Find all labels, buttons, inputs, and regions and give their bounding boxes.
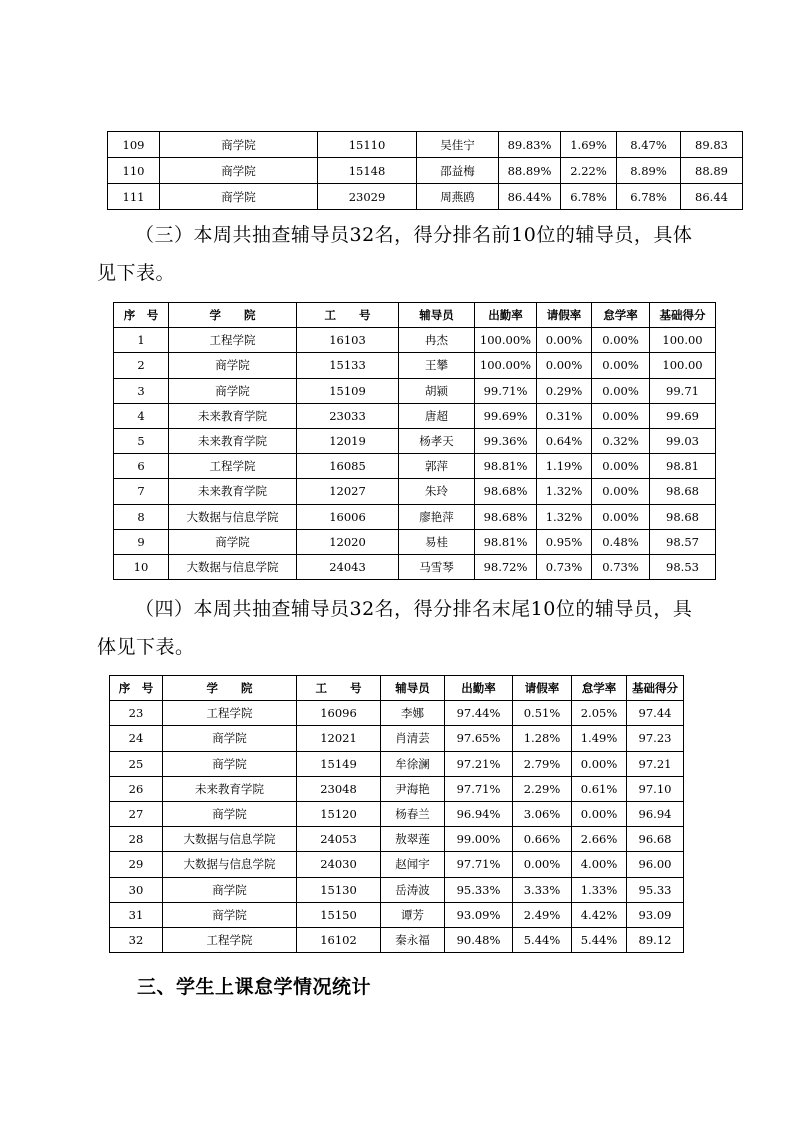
table-cell: 98.81% (475, 454, 537, 479)
table-cell: 95.33% (445, 877, 513, 902)
table-cell: 杨春兰 (381, 801, 445, 826)
table-cell: 99.71% (475, 378, 537, 403)
table-cell: 秦永福 (381, 927, 445, 952)
table-cell: 0.73% (592, 554, 650, 579)
paragraph-top-ten: （三）本周共抽查辅导员32名，得分排名前10位的辅导员，具体见下表。 (97, 224, 693, 284)
table-cell: 98.53 (650, 554, 716, 579)
table-cell: 郭萍 (399, 454, 475, 479)
table-cell: 98.68% (475, 479, 537, 504)
table-cell: 99.71 (650, 378, 716, 403)
table-top-ten-header (114, 303, 716, 328)
table-bottom-ten-header-cell: 请假率 (513, 676, 572, 701)
table-cell: 3 (114, 378, 169, 403)
table-cell: 95.33 (627, 877, 684, 902)
table-cell: 0.66% (513, 827, 572, 852)
table-cell: 0.48% (592, 529, 650, 554)
table-cell: 90.48% (445, 927, 513, 952)
table-top-ten-body (114, 328, 716, 580)
table-cell: 1.32% (537, 479, 592, 504)
table-cell: 0.00% (592, 378, 650, 403)
table-cell: 工程学院 (169, 454, 297, 479)
table-cell: 8.47% (617, 132, 681, 158)
table-cell: 6.78% (617, 184, 681, 210)
table-cell: 0.00% (592, 504, 650, 529)
table-cell: 93.09% (445, 902, 513, 927)
table-cell: 商学院 (160, 158, 318, 184)
table-cell: 0.00% (592, 479, 650, 504)
table-row (108, 132, 743, 158)
table-row (114, 454, 716, 479)
table-cell: 0.29% (537, 378, 592, 403)
table-cell: 31 (110, 902, 163, 927)
table-cell: 2 (114, 353, 169, 378)
table-bottom-ten-header-cell: 基础得分 (627, 676, 684, 701)
table-bottom-ten-header-cell: 辅导员 (381, 676, 445, 701)
table-cell: 0.00% (572, 751, 627, 776)
table-cell: 24043 (297, 554, 399, 579)
table-cell: 6.78% (561, 184, 617, 210)
table-cell: 0.00% (572, 801, 627, 826)
table-cell: 30 (110, 877, 163, 902)
table-cell: 24030 (297, 852, 381, 877)
table-cell: 111 (108, 184, 160, 210)
table-cell: 岳涛波 (381, 877, 445, 902)
table-cell: 商学院 (163, 726, 297, 751)
table-cell: 大数据与信息学院 (163, 827, 297, 852)
table-row (110, 751, 684, 776)
table-row (110, 776, 684, 801)
table-cell: 16103 (297, 328, 399, 353)
table-cell: 7 (114, 479, 169, 504)
table-top-ten-header-cell: 请假率 (537, 303, 592, 328)
table-cell: 马雪琴 (399, 554, 475, 579)
table-row (110, 927, 684, 952)
table-cell: 2.49% (513, 902, 572, 927)
table-row (110, 827, 684, 852)
table-top-ten (113, 302, 716, 580)
table-bottom-ten-header-cell: 出勤率 (445, 676, 513, 701)
table-cell: 2.29% (513, 776, 572, 801)
table-cell: 15109 (297, 378, 399, 403)
table-row (108, 184, 743, 210)
table-row (110, 701, 684, 726)
table-row (114, 504, 716, 529)
table-cell: 98.68% (475, 504, 537, 529)
table-cell: 2.05% (572, 701, 627, 726)
table-cell: 96.94 (627, 801, 684, 826)
table-cell: 肖清芸 (381, 726, 445, 751)
table-cell: 商学院 (163, 877, 297, 902)
table-cell: 26 (110, 776, 163, 801)
table-cell: 89.83 (681, 132, 743, 158)
table-cell: 88.89 (681, 158, 743, 184)
table-cell: 商学院 (160, 132, 318, 158)
section-heading: 三、学生上课怠学情况统计 (137, 976, 372, 998)
table-cell: 29 (110, 852, 163, 877)
table-cell: 96.00 (627, 852, 684, 877)
table-cell: 4.00% (572, 852, 627, 877)
table-top-ten-header-cell: 工 号 (297, 303, 399, 328)
table-cell: 商学院 (163, 801, 297, 826)
table-row (114, 328, 716, 353)
table-cell: 大数据与信息学院 (163, 852, 297, 877)
table-row (114, 479, 716, 504)
table-cell: 98.72% (475, 554, 537, 579)
table-cell: 商学院 (160, 184, 318, 210)
table-cell: 97.21% (445, 751, 513, 776)
table-cell: 16102 (297, 927, 381, 952)
table-cell: 8 (114, 504, 169, 529)
table-cell: 97.44% (445, 701, 513, 726)
table-cell: 商学院 (169, 353, 297, 378)
table-cell: 0.51% (513, 701, 572, 726)
table-cell: 工程学院 (163, 927, 297, 952)
table-cell: 23029 (318, 184, 417, 210)
table-row (114, 428, 716, 453)
table-cell: 商学院 (169, 529, 297, 554)
table-cell: 12021 (297, 726, 381, 751)
table-cell: 96.68 (627, 827, 684, 852)
table-cell: 5 (114, 428, 169, 453)
table-cell: 15150 (297, 902, 381, 927)
table-cell: 1.33% (572, 877, 627, 902)
table-cell: 尹海艳 (381, 776, 445, 801)
table-cell: 1.28% (513, 726, 572, 751)
table-row (114, 554, 716, 579)
table-cell: 97.10 (627, 776, 684, 801)
table-cell: 2.22% (561, 158, 617, 184)
table-cell: 97.65% (445, 726, 513, 751)
table-cell: 周燕鸥 (417, 184, 499, 210)
table-cell: 0.00% (592, 454, 650, 479)
table-cell: 0.00% (592, 328, 650, 353)
table-cell: 97.44 (627, 701, 684, 726)
table-cell: 0.00% (513, 852, 572, 877)
table-cell: 工程学院 (163, 701, 297, 726)
table-cell: 86.44 (681, 184, 743, 210)
table-cell: 0.95% (537, 529, 592, 554)
table-cell: 大数据与信息学院 (169, 504, 297, 529)
table-cell: 6 (114, 454, 169, 479)
table-cell: 15130 (297, 877, 381, 902)
table-row (110, 801, 684, 826)
table-cell: 98.68 (650, 479, 716, 504)
table-cell: 1.32% (537, 504, 592, 529)
table-cell: 12019 (297, 428, 399, 453)
table-previous-continuation (107, 131, 743, 210)
table-cell: 5.44% (572, 927, 627, 952)
table-row (114, 529, 716, 554)
table-top-ten-header-cell: 怠学率 (592, 303, 650, 328)
table-top-ten-header-cell: 学 院 (169, 303, 297, 328)
table-cell: 97.71% (445, 776, 513, 801)
table-cell: 牟徐澜 (381, 751, 445, 776)
table-cell: 12020 (297, 529, 399, 554)
table-cell: 100.00% (475, 328, 537, 353)
table-cell: 100.00% (475, 353, 537, 378)
table-row (110, 902, 684, 927)
table-cell: 110 (108, 158, 160, 184)
table-top-ten-header-cell: 基础得分 (650, 303, 716, 328)
table-cell: 工程学院 (169, 328, 297, 353)
table-cell: 99.36% (475, 428, 537, 453)
table-cell: 89.83% (499, 132, 561, 158)
table-cell: 98.81 (650, 454, 716, 479)
table-cell: 97.71% (445, 852, 513, 877)
table-cell: 廖艳萍 (399, 504, 475, 529)
table-cell: 28 (110, 827, 163, 852)
table-bottom-ten-body (110, 701, 684, 953)
table-cell: 0.00% (592, 353, 650, 378)
table-row (114, 403, 716, 428)
table-cell: 16085 (297, 454, 399, 479)
table-cell: 吴佳宁 (417, 132, 499, 158)
table-cell: 99.69% (475, 403, 537, 428)
table-cell: 0.73% (537, 554, 592, 579)
table-top-ten-header-cell: 出勤率 (475, 303, 537, 328)
table-cell: 8.89% (617, 158, 681, 184)
table-cell: 李娜 (381, 701, 445, 726)
table-cell: 89.12 (627, 927, 684, 952)
table-cell: 邵益梅 (417, 158, 499, 184)
table-cell: 93.09 (627, 902, 684, 927)
table-row (110, 877, 684, 902)
table-cell: 0.00% (537, 328, 592, 353)
table-cell: 冉杰 (399, 328, 475, 353)
table-cell: 99.69 (650, 403, 716, 428)
table-cell: 24053 (297, 827, 381, 852)
table-cell: 谭芳 (381, 902, 445, 927)
table-cell: 27 (110, 801, 163, 826)
table-cell: 23033 (297, 403, 399, 428)
table-cell: 24 (110, 726, 163, 751)
table-cell: 23048 (297, 776, 381, 801)
table-cell: 23 (110, 701, 163, 726)
table-cell: 97.23 (627, 726, 684, 751)
table-cell: 0.64% (537, 428, 592, 453)
table-cell: 9 (114, 529, 169, 554)
table-cell: 15120 (297, 801, 381, 826)
table-cell: 4.42% (572, 902, 627, 927)
table-top-ten-header-cell: 辅导员 (399, 303, 475, 328)
table-cell: 1.69% (561, 132, 617, 158)
table-cell: 唐超 (399, 403, 475, 428)
table-bottom-ten (109, 675, 684, 953)
table-cell: 100.00 (650, 328, 716, 353)
table-cell: 98.68 (650, 504, 716, 529)
table-cell: 朱玲 (399, 479, 475, 504)
table-cell: 1.19% (537, 454, 592, 479)
table-cell: 未来教育学院 (169, 428, 297, 453)
table-row (108, 158, 743, 184)
table-cell: 赵闻宇 (381, 852, 445, 877)
paragraph-bottom-ten: （四）本周共抽查辅导员32名，得分排名末尾10位的辅导员，具体见下表。 (97, 598, 693, 658)
table-cell: 未来教育学院 (169, 403, 297, 428)
table-cell: 97.21 (627, 751, 684, 776)
table-cell: 胡颍 (399, 378, 475, 403)
table-cell: 98.81% (475, 529, 537, 554)
table-cell: 王攀 (399, 353, 475, 378)
table-cell: 15133 (297, 353, 399, 378)
table-cell: 商学院 (163, 751, 297, 776)
table-cell: 98.57 (650, 529, 716, 554)
table-cell: 99.00% (445, 827, 513, 852)
table-bottom-ten-header-cell: 序 号 (110, 676, 163, 701)
table-cell: 未来教育学院 (169, 479, 297, 504)
table-cell: 商学院 (163, 902, 297, 927)
table-cell: 敖翠莲 (381, 827, 445, 852)
table-cell: 99.03 (650, 428, 716, 453)
table-previous-body (108, 132, 743, 210)
table-cell: 16096 (297, 701, 381, 726)
table-cell: 0.00% (537, 353, 592, 378)
table-cell: 96.94% (445, 801, 513, 826)
table-cell: 5.44% (513, 927, 572, 952)
table-cell: 0.61% (572, 776, 627, 801)
table-cell: 未来教育学院 (163, 776, 297, 801)
table-cell: 0.32% (592, 428, 650, 453)
table-bottom-ten-header-cell: 学 院 (163, 676, 297, 701)
table-cell: 15149 (297, 751, 381, 776)
table-bottom-ten-header (110, 676, 684, 701)
table-row (110, 852, 684, 877)
table-cell: 1 (114, 328, 169, 353)
table-row (114, 378, 716, 403)
table-cell: 16006 (297, 504, 399, 529)
table-row (114, 353, 716, 378)
table-cell: 15148 (318, 158, 417, 184)
table-cell: 10 (114, 554, 169, 579)
table-cell: 15110 (318, 132, 417, 158)
table-cell: 大数据与信息学院 (169, 554, 297, 579)
table-cell: 杨孝天 (399, 428, 475, 453)
table-cell: 32 (110, 927, 163, 952)
table-cell: 2.79% (513, 751, 572, 776)
table-top-ten-header-cell: 序 号 (114, 303, 169, 328)
table-cell: 109 (108, 132, 160, 158)
table-cell: 易桂 (399, 529, 475, 554)
table-cell: 2.66% (572, 827, 627, 852)
table-cell: 3.33% (513, 877, 572, 902)
table-cell: 0.00% (592, 403, 650, 428)
table-cell: 100.00 (650, 353, 716, 378)
table-cell: 25 (110, 751, 163, 776)
table-bottom-ten-header-cell: 工 号 (297, 676, 381, 701)
table-cell: 商学院 (169, 378, 297, 403)
table-cell: 3.06% (513, 801, 572, 826)
table-cell: 4 (114, 403, 169, 428)
table-cell: 88.89% (499, 158, 561, 184)
table-cell: 86.44% (499, 184, 561, 210)
table-cell: 12027 (297, 479, 399, 504)
table-cell: 1.49% (572, 726, 627, 751)
table-cell: 0.31% (537, 403, 592, 428)
table-bottom-ten-header-cell: 怠学率 (572, 676, 627, 701)
table-row (110, 726, 684, 751)
